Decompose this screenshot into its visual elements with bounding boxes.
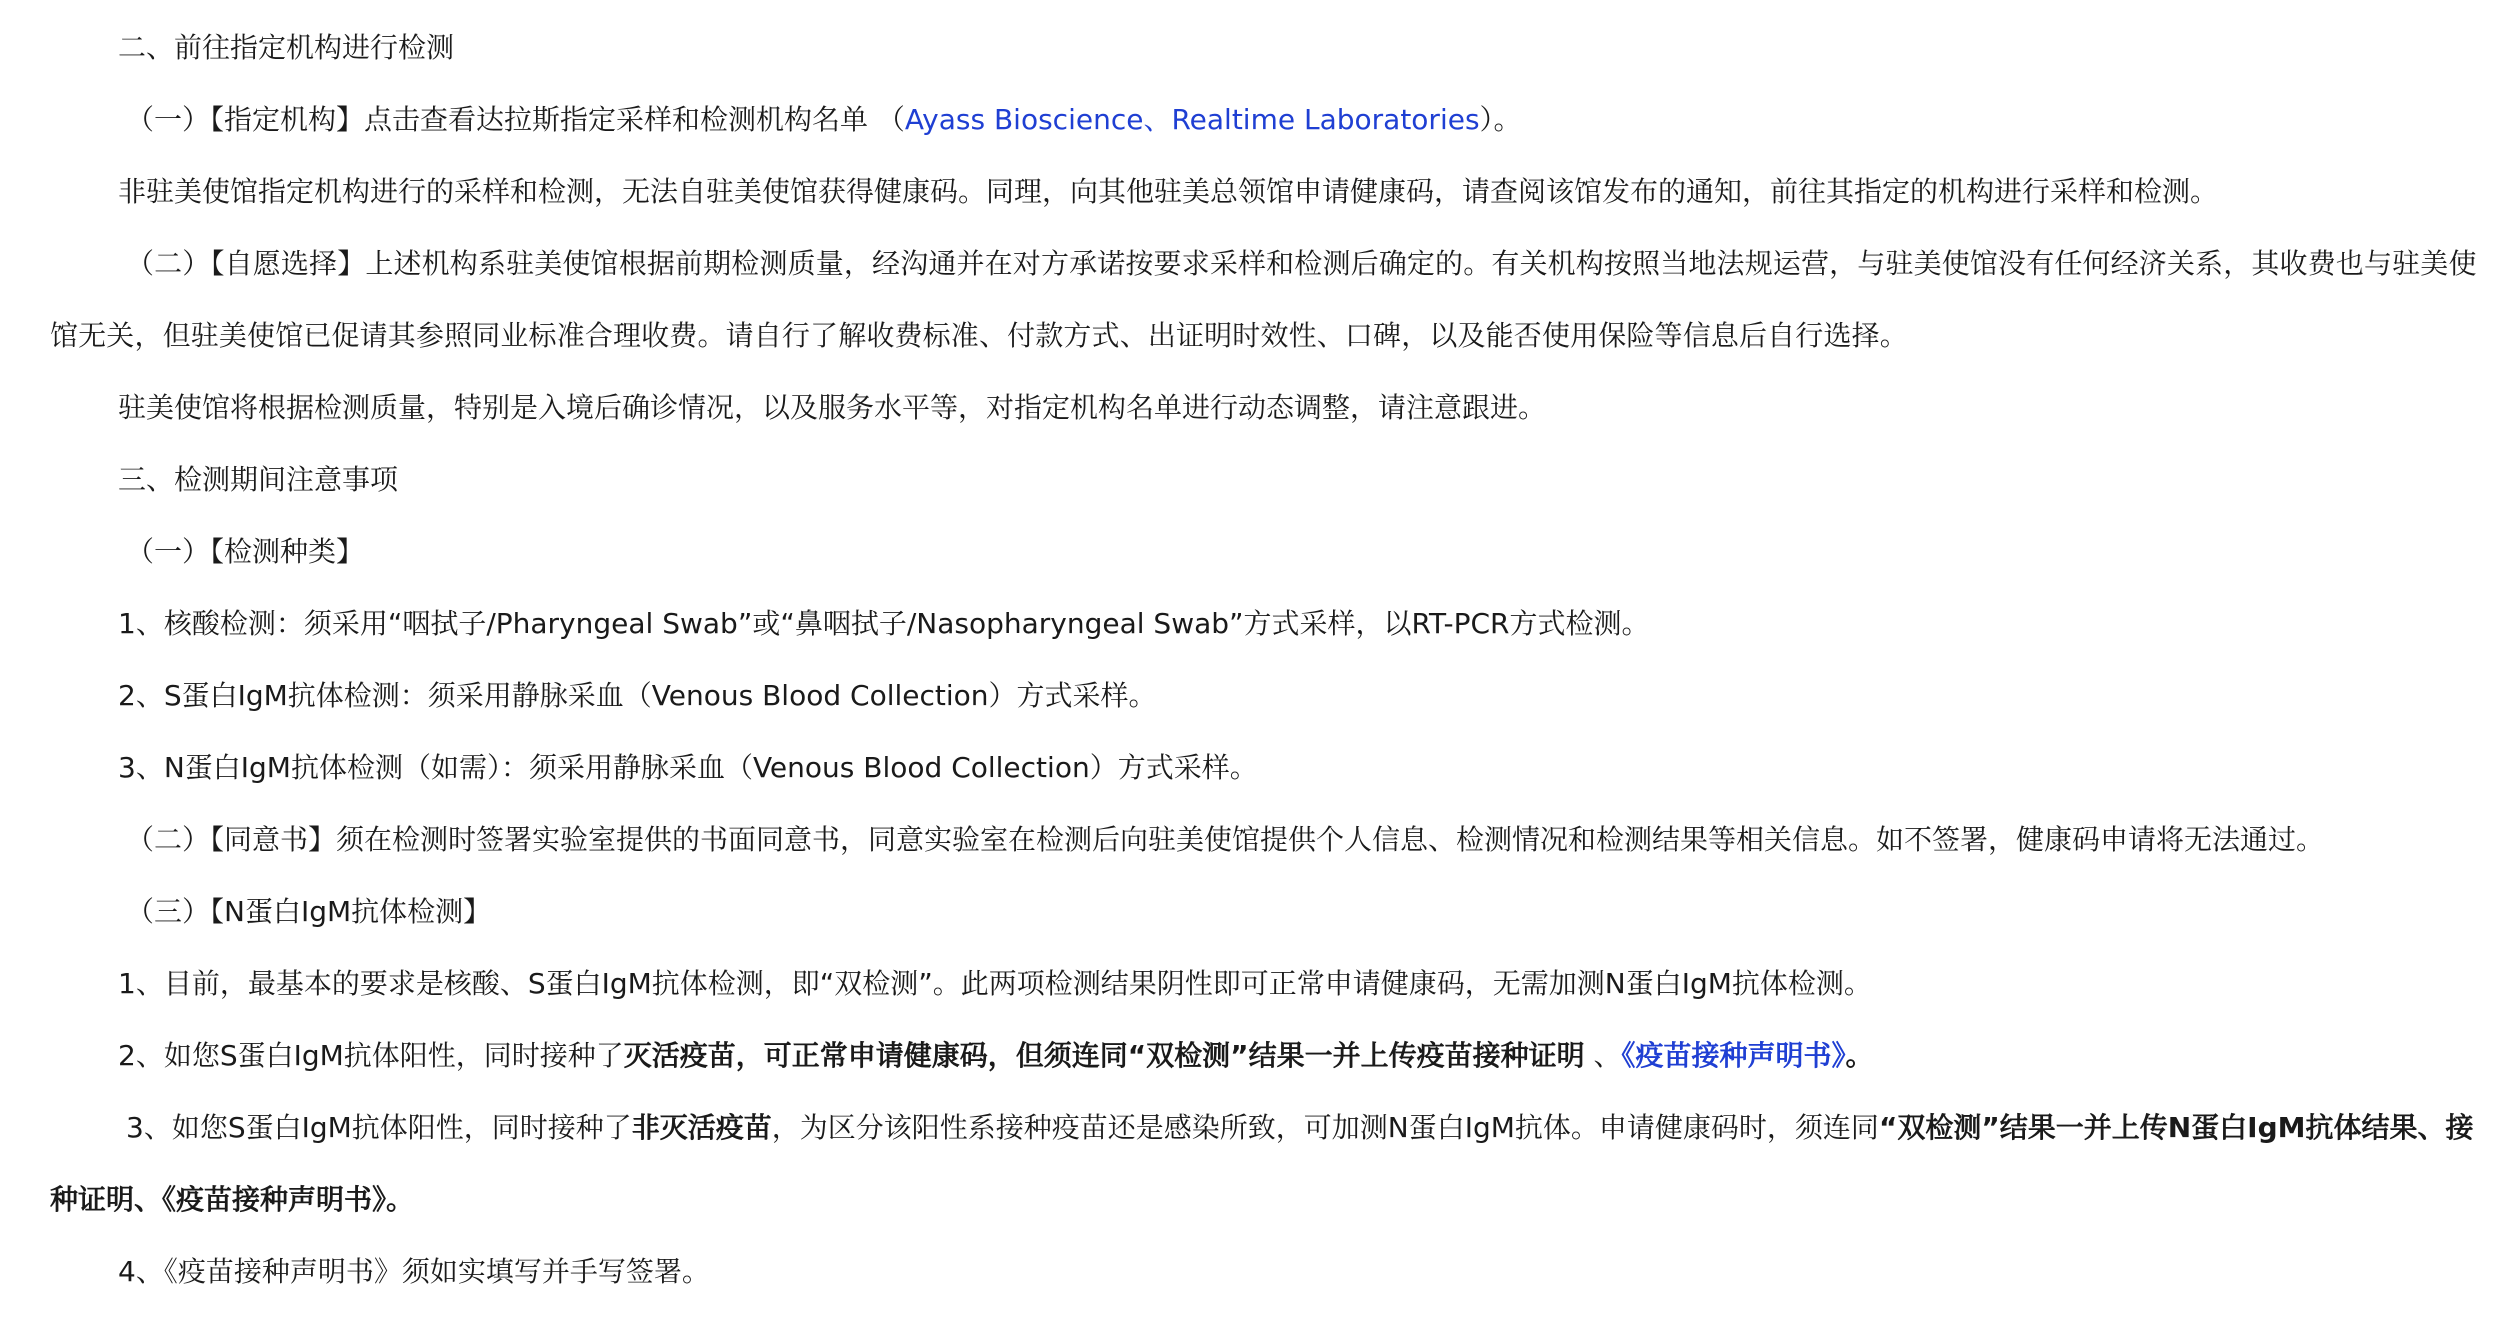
link-separator: 、 (1143, 103, 1172, 136)
test-item-2 (42, 660, 2482, 732)
test-types-heading-text: （一）【检测种类】 (126, 535, 365, 568)
test-item-1-text: 1、核酸检测：须采用“咽拭子/Pharyngeal Swab”或“鼻咽拭子/Nasopharyngeal Swab”方式采样，以RT-PCR方式检测。 (118, 607, 1650, 640)
test-item-2-text: 2、S蛋白IgM抗体检测：须采用静脉采血（Venous Blood Collection）方式采样。 (118, 679, 1157, 712)
n-protein-item-2-bold: 灭活疫苗，可正常申请健康码，但须连同“双检测”结果一并上传疫苗接种证明 (623, 1039, 1585, 1072)
n-protein-item-2-sep: 、 (1584, 1039, 1622, 1072)
consent-paragraph (42, 804, 2482, 876)
consent-text: （二）【同意书】须在检测时签署实验室提供的书面同意书，同意实验室在检测后向驻美使馆提供个人信息、检测情况和检测结果等相关信息。如不签署，健康码申请将无法通过。 (126, 823, 2325, 856)
n-protein-item-3 (42, 1092, 2482, 1236)
designated-institutions-paragraph (42, 84, 2482, 156)
non-designated-note (42, 156, 2482, 228)
n-protein-item-2-end: 。 (1845, 1039, 1874, 1072)
n-protein-item-2-text: 2、如您S蛋白IgM抗体阳性，同时接种了 (118, 1039, 624, 1072)
section-2-heading-text: 二、前往指定机构进行检测 (118, 31, 455, 64)
n-protein-item-4 (42, 1236, 2482, 1308)
vaccination-declaration-link[interactable]: 《疫苗接种声明书》 (1621, 1039, 1846, 1072)
test-item-1 (42, 588, 2482, 660)
realtime-laboratories-link[interactable]: Realtime Laboratories (1171, 103, 1480, 136)
n-protein-item-4-text: 4、《疫苗接种声明书》须如实填写并手写签署。 (118, 1255, 710, 1288)
section-2-heading (42, 12, 2482, 84)
n-protein-item-1 (42, 948, 2482, 1020)
n-protein-item-3-text: 3、如您S蛋白IgM抗体阳性，同时接种了 (126, 1111, 632, 1144)
ayass-bioscience-link[interactable]: Ayass Bioscience (904, 103, 1144, 136)
n-protein-heading (42, 876, 2482, 948)
dynamic-adjustment-paragraph (42, 372, 2482, 444)
test-item-3 (42, 732, 2482, 804)
n-protein-heading-text: （三）【N蛋白IgM抗体检测】 (126, 895, 492, 928)
dynamic-adjustment-text: 驻美使馆将根据检测质量，特别是入境后确诊情况，以及服务水平等，对指定机构名单进行动态调整，请注意跟进。 (118, 391, 1547, 424)
n-protein-item-1-text: 1、目前，最基本的要求是核酸、S蛋白IgM抗体检测，即“双检测”。此两项检测结果阴性即可正常申请健康码，无需加测N蛋白IgM抗体检测。 (118, 967, 1872, 1000)
section-3-heading (42, 444, 2482, 516)
n-protein-item-3-bold-2: “双检测”结果一并上传N蛋白IgM抗体结果、接种证明、《疫苗接种声明书》。 (50, 1111, 2474, 1216)
n-protein-item-2 (42, 1020, 2482, 1092)
section-3-heading-text: 三、检测期间注意事项 (118, 463, 399, 496)
designated-institutions-end: ）。 (1479, 103, 1522, 136)
test-item-3-text: 3、N蛋白IgM抗体检测（如需）：须采用静脉采血（Venous Blood Collection）方式采样。 (118, 751, 1258, 784)
voluntary-choice-text: （二）【自愿选择】上述机构系驻美使馆根据前期检测质量，经沟通并在对方承诺按要求采样和检测后确定的。有关机构按照当地法规运营，与驻美使馆没有任何经济关系，其收费也与驻美使馆无关，但驻美使馆已促请其参照同业标准合理收费。请自行了解收费标准、付款方式、出证明时效性、口碑，以及能否使用保险等信息后自行选择。 (50, 247, 2477, 352)
non-designated-note-text: 非驻美使馆指定机构进行的采样和检测，无法自驻美使馆获得健康码。同理，向其他驻美总领馆申请健康码，请查阅该馆发布的通知，前往其指定的机构进行采样和检测。 (118, 175, 2219, 208)
n-protein-item-3-bold-1: 非灭活疫苗 (631, 1111, 772, 1144)
designated-institutions-text: （一）【指定机构】点击查看达拉斯指定采样和检测机构名单 （ (126, 103, 905, 136)
voluntary-choice-paragraph (42, 228, 2482, 372)
n-protein-item-3-mid: ，为区分该阳性系接种疫苗还是感染所致，可加测N蛋白IgM抗体。申请健康码时，须连同 (771, 1111, 1879, 1144)
test-types-heading (42, 516, 2482, 588)
